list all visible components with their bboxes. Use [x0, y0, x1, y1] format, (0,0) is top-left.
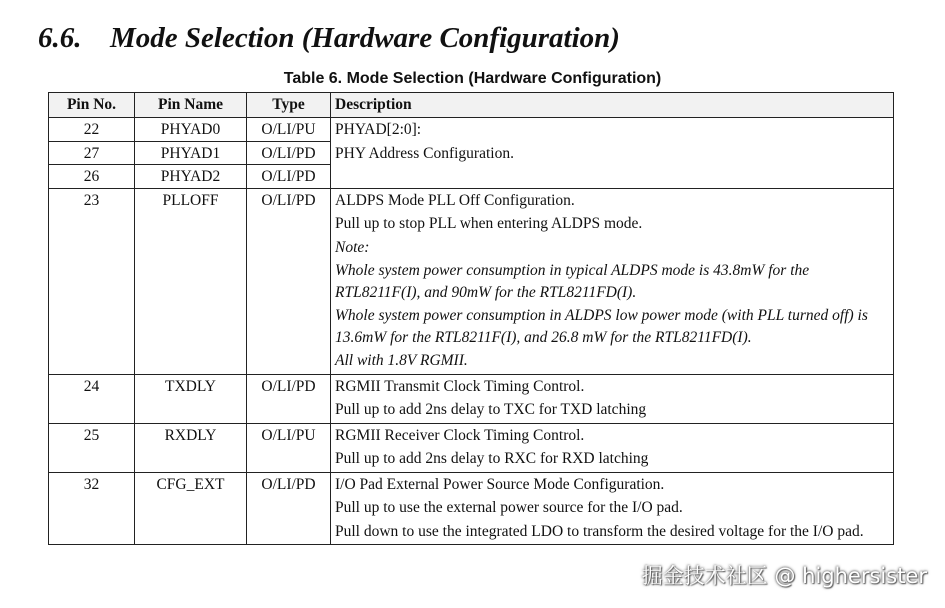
pin-no: 25: [49, 423, 135, 472]
note-line: All with 1.8V RGMII.: [335, 352, 468, 369]
pin-type: O/LI/PD: [247, 141, 331, 165]
description: [331, 423, 894, 472]
description: [331, 472, 894, 545]
table-row: [49, 472, 894, 545]
description: [331, 374, 894, 423]
description-line: ALDPS Mode PLL Off Configuration.: [335, 191, 575, 209]
header-pin-no: Pin No.: [49, 93, 135, 118]
header-pin-name: Pin Name: [135, 93, 247, 118]
pin-name: TXDLY: [135, 374, 247, 423]
section-heading: Mode Selection (Hardware Configuration): [110, 22, 620, 54]
pin-type: O/LI/PD: [247, 472, 331, 545]
pin-name: RXDLY: [135, 423, 247, 472]
description-line: Pull down to use the integrated LDO to transform the desired voltage for the I/O pad.: [335, 522, 864, 540]
description-line: Pull up to add 2ns delay to RXC for RXD latching: [335, 450, 649, 467]
pin-no: 32: [49, 472, 135, 545]
pin-type: O/LI/PU: [247, 118, 331, 142]
note-line: Whole system power consumption in ALDPS low power mode (with PLL turned off) is 13.6mW for the RTL8211F(I), and 26.8 mW for the RTL8211FD(I).: [335, 307, 868, 346]
pin-name: PHYAD2: [135, 165, 247, 189]
table-row: [49, 188, 894, 374]
pin-type: O/LI/PD: [247, 374, 331, 423]
section-title: [38, 22, 620, 55]
pin-no: 27: [49, 141, 135, 165]
description-line: PHY Address Configuration.: [335, 144, 514, 162]
pin-no: 23: [49, 188, 135, 374]
description: [331, 188, 894, 374]
pin-type: O/LI/PD: [247, 165, 331, 189]
mode-selection-table: [48, 92, 894, 545]
table-caption: Table 6. Mode Selection (Hardware Configuration): [283, 70, 662, 87]
table-row: [49, 423, 894, 472]
pin-no: 22: [49, 118, 135, 142]
table-row: [49, 118, 894, 142]
table-header-row: [49, 93, 894, 118]
description-line: Pull up to stop PLL when entering ALDPS mode.: [335, 215, 643, 232]
header-description: Description: [331, 93, 894, 118]
table-row: [49, 374, 894, 423]
pin-no: 24: [49, 374, 135, 423]
pin-name: PHYAD1: [135, 141, 247, 165]
watermark: 掘金技术社区 @ highersister: [641, 564, 927, 588]
section-number: 6.6.: [38, 22, 82, 54]
description-line: RGMII Transmit Clock Timing Control.: [335, 377, 585, 395]
description-line: I/O Pad External Power Source Mode Configuration.: [335, 475, 665, 493]
pin-name: PLLOFF: [135, 188, 247, 374]
pin-type: O/LI/PU: [247, 423, 331, 472]
description: [331, 118, 894, 189]
note-line: Whole system power consumption in typical ALDPS mode is 43.8mW for the RTL8211F(I), and 90mW for the RTL8211FD(I).: [335, 262, 810, 301]
pin-type: O/LI/PD: [247, 188, 331, 374]
note-label: Note:: [335, 238, 370, 256]
description-line: PHYAD[2:0]:: [335, 121, 422, 138]
description-line: Pull up to use the external power source for the I/O pad.: [335, 499, 683, 516]
pin-name: CFG_EXT: [135, 472, 247, 545]
description-line: RGMII Receiver Clock Timing Control.: [335, 426, 585, 444]
pin-no: 26: [49, 165, 135, 189]
header-type: Type: [247, 93, 331, 118]
description-line: Pull up to add 2ns delay to TXC for TXD latching: [335, 401, 647, 418]
pin-name: PHYAD0: [135, 118, 247, 142]
